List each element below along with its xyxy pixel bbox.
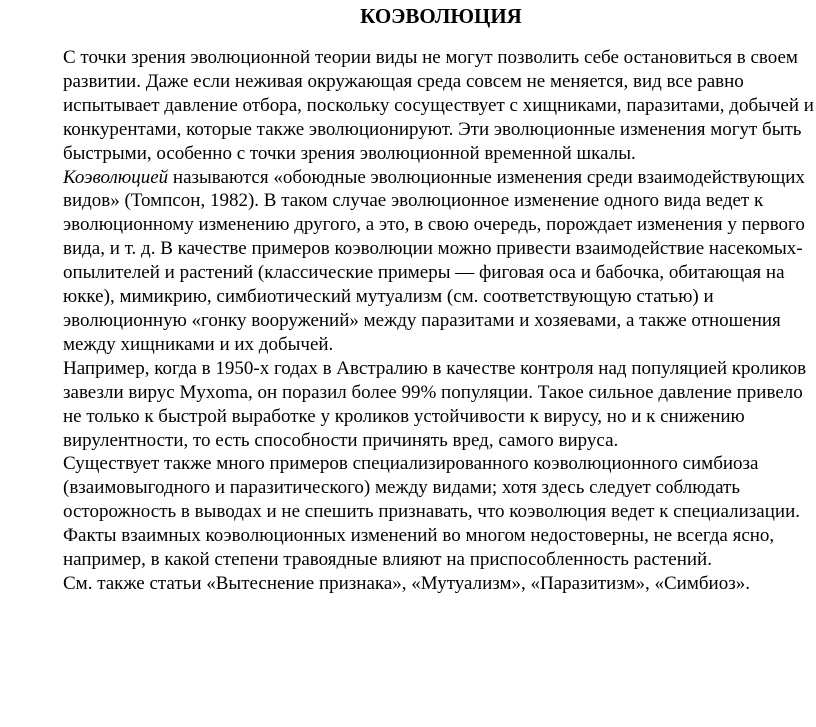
document-title: КОЭВОЛЮЦИЯ bbox=[360, 4, 522, 28]
paragraph-see-also: См. также статьи «Вытеснение признака», «Мутуализм», «Паразитизм», «Симбиоз». bbox=[63, 572, 750, 594]
paragraph-example: Например, когда в 1950-х годах в Австралию в качестве контроля над популяцией кроликов завезли вирус Myxoma, он поразил более 99% популяции. Такое сильное давление привело не только к быстрой выработке у кроликов устойчивости к вирусу, но и к снижению вирулентности, то есть способности причинять вред, самого вируса. bbox=[63, 357, 807, 451]
paragraph-symbiosis: Существует также много примеров специализированного коэволюционного симбиоза (взаимовыгодного и паразитического) между видами; хотя здесь следует соблюдать осторожность в выводах и не спешить признавать, что коэволюция ведет к специализации. Факты взаимных коэволюционных изменений во многом недостоверны, не всегда ясно, например, в какой степени травоядные влияют на приспособленность растений. bbox=[63, 453, 800, 571]
document-body bbox=[63, 46, 816, 596]
defined-term: Коэволюцией bbox=[63, 166, 169, 188]
paragraph-intro: С точки зрения эволюционной теории виды не могут позволить себе остановиться в своем развитии. Даже если неживая окружающая среда совсем не меняется, вид все равно испытывает давление отбора, поскольку сосуществует с хищниками, паразитами, добычей и конкурентами, которые также эволюционируют. Эти эволюционные изменения могут быть быстрыми, особенно с точки зрения эволюционной временной шкалы. bbox=[63, 47, 814, 164]
paragraph-definition bbox=[63, 166, 816, 357]
definition-text: называются «обоюдные эволюционные изменения среди взаимодействующих видов» (Томпсон, 1982). В таком случае эволюционное изменение одного вида ведет к эволюционному изменению другого, а это, в свою очередь, порождает изменения у первого вида, и т. д. В качестве примеров коэволюции можно привести взаимодействие насекомых-опылителей и растений (классические примеры — фиговая оса и бабочка, обитающая на юкке), мимикрию, симбиотический мутуализм (см. соответствующую статью) и эволюционную «гонку вооружений» между паразитами и хозяевами, а также отношения между хищниками и их добычей. bbox=[63, 166, 805, 355]
